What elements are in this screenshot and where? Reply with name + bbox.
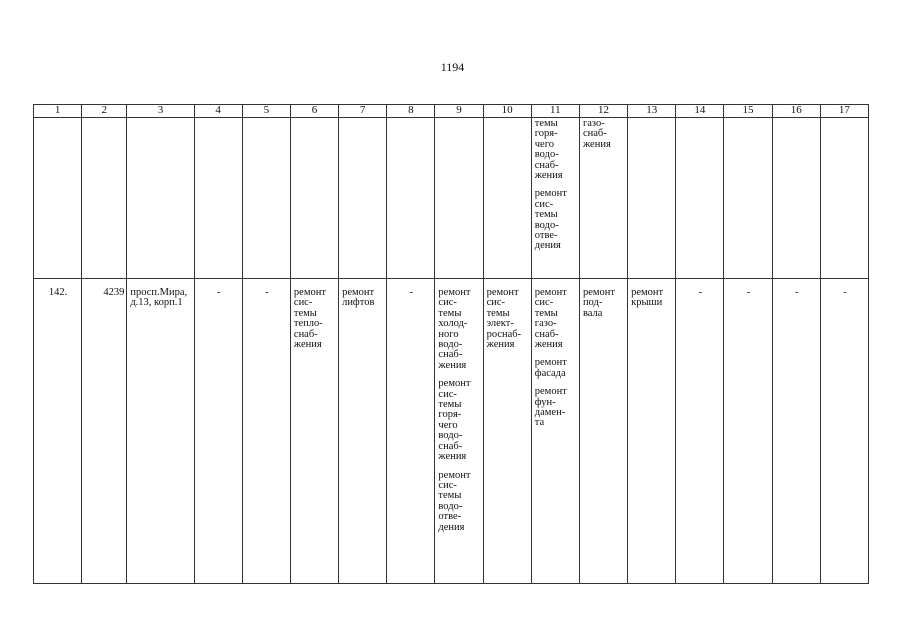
work-item bbox=[583, 288, 625, 319]
work-item-line: дения bbox=[534, 240, 561, 252]
work-list bbox=[484, 279, 531, 350]
work-item-line: темы bbox=[534, 209, 558, 221]
dash-value: - bbox=[794, 287, 799, 298]
table-cell bbox=[628, 279, 676, 584]
dash-value: - bbox=[843, 287, 847, 298]
column-header: 15 bbox=[724, 105, 772, 118]
table-cell bbox=[339, 118, 387, 279]
column-header: 16 bbox=[772, 105, 820, 118]
work-item-line: горя- bbox=[438, 409, 462, 421]
column-header: 9 bbox=[435, 105, 483, 118]
work-item-line: темы bbox=[293, 307, 317, 319]
work-item-line: крыши bbox=[631, 297, 663, 309]
work-item-line: снаб- bbox=[293, 328, 318, 340]
table-cell bbox=[676, 118, 724, 279]
column-header: 14 bbox=[676, 105, 724, 118]
row-number-cell bbox=[34, 279, 82, 584]
work-item-line: водо- bbox=[534, 149, 559, 161]
work-item-line: темы bbox=[486, 307, 510, 319]
column-header: 7 bbox=[339, 105, 387, 118]
work-list bbox=[291, 279, 338, 350]
column-header: 17 bbox=[820, 105, 868, 118]
text-line: д.13, корп.1 bbox=[130, 297, 183, 309]
dash-value: - bbox=[698, 287, 703, 298]
work-item-line: темы bbox=[534, 118, 558, 129]
work-item-line: жения bbox=[534, 339, 563, 351]
work-item-line: сис- bbox=[293, 297, 313, 309]
house-id: 4239 bbox=[103, 287, 125, 298]
work-item-line: ремонт bbox=[534, 357, 567, 369]
table-cell bbox=[483, 279, 531, 584]
work-item-line: горя- bbox=[534, 128, 558, 140]
work-list bbox=[532, 279, 579, 429]
dash-value: - bbox=[216, 287, 221, 298]
work-list bbox=[628, 279, 675, 309]
work-item-line: снаб- bbox=[582, 128, 607, 140]
dash-value: - bbox=[746, 287, 751, 298]
column-header: 1 bbox=[34, 105, 82, 118]
work-item-line: чего bbox=[438, 419, 458, 431]
work-item-line: сис- bbox=[534, 198, 554, 210]
work-item-line: водо- bbox=[438, 500, 463, 512]
address-cell bbox=[127, 279, 194, 584]
dash-value: - bbox=[409, 287, 414, 298]
work-item-line: элект- bbox=[486, 318, 514, 330]
work-list bbox=[580, 118, 627, 150]
work-item bbox=[535, 387, 577, 429]
work-item-line: сис- bbox=[438, 479, 457, 491]
work-item-line: ного bbox=[438, 328, 459, 340]
work-item-line: ремонт bbox=[438, 469, 471, 481]
work-item bbox=[535, 358, 577, 379]
work-item-line: ремонт bbox=[534, 386, 567, 398]
work-item-line: ремонт bbox=[631, 287, 664, 298]
work-item bbox=[583, 119, 625, 150]
column-header: 10 bbox=[483, 105, 531, 118]
work-item-line: тепло- bbox=[293, 318, 323, 330]
work-list bbox=[532, 118, 579, 252]
work-item bbox=[438, 379, 480, 462]
table-cell bbox=[387, 118, 435, 279]
work-item-line: водо- bbox=[438, 430, 463, 442]
table-cell bbox=[531, 279, 579, 584]
column-header: 6 bbox=[290, 105, 338, 118]
work-item-line: водо- bbox=[534, 219, 559, 231]
text-line: просп.Мира, bbox=[130, 287, 188, 298]
work-item bbox=[631, 288, 673, 309]
work-item-line: ремонт bbox=[534, 188, 567, 200]
work-item bbox=[438, 288, 480, 371]
house-id-cell bbox=[82, 279, 127, 584]
table-cell bbox=[339, 279, 387, 584]
work-item-line: лифтов bbox=[342, 297, 375, 309]
work-item-line: ремонт bbox=[438, 287, 471, 298]
table-cell bbox=[724, 279, 772, 584]
work-item bbox=[535, 119, 577, 181]
dash-value: - bbox=[265, 287, 269, 298]
table-cell bbox=[579, 279, 627, 584]
work-item-line: сис- bbox=[534, 297, 554, 309]
work-item-line: жения bbox=[438, 359, 467, 371]
work-item bbox=[294, 288, 336, 350]
work-item-line: темы bbox=[438, 399, 462, 411]
work-item-line: темы bbox=[438, 490, 462, 502]
work-item-line: снаб- bbox=[438, 440, 463, 452]
work-item bbox=[535, 189, 577, 251]
column-header: 11 bbox=[531, 105, 579, 118]
table-cell bbox=[628, 118, 676, 279]
work-item-line: жения bbox=[438, 451, 467, 463]
table-cell bbox=[820, 118, 868, 279]
work-item-line: жения bbox=[293, 339, 322, 351]
table-cell bbox=[579, 118, 627, 279]
table-cell bbox=[290, 279, 338, 584]
work-item-line: фун- bbox=[534, 396, 556, 408]
work-item bbox=[342, 288, 384, 309]
work-item-line: под- bbox=[582, 297, 603, 309]
work-item-line: водо- bbox=[438, 339, 463, 351]
work-list bbox=[580, 279, 627, 319]
table-cell bbox=[82, 118, 127, 279]
work-item-line: сис- bbox=[486, 297, 506, 309]
table-row-142 bbox=[34, 279, 869, 584]
work-item-line: темы bbox=[438, 307, 462, 319]
work-item-line: снаб- bbox=[438, 349, 463, 361]
table-cell bbox=[772, 279, 820, 584]
work-item-line: ремонт bbox=[342, 287, 375, 298]
page-number: 1194 bbox=[440, 60, 465, 74]
column-header: 8 bbox=[387, 105, 435, 118]
work-item-line: чего bbox=[534, 138, 555, 150]
work-item-line: жения bbox=[582, 138, 611, 150]
address bbox=[127, 279, 193, 309]
work-item-line: ремонт bbox=[534, 287, 567, 298]
column-header: 5 bbox=[242, 105, 290, 118]
work-item-line: ремонт bbox=[486, 287, 519, 298]
table-cell bbox=[724, 118, 772, 279]
work-item-line: вала bbox=[582, 307, 603, 319]
row-number: 142. bbox=[48, 287, 68, 298]
work-item-line: жения bbox=[486, 339, 515, 351]
work-item-line: темы bbox=[534, 307, 558, 319]
column-header: 13 bbox=[628, 105, 676, 118]
work-item-line: газо- bbox=[534, 318, 557, 330]
work-item-line: ремонт bbox=[293, 287, 326, 298]
table-cell bbox=[435, 279, 483, 584]
table-cell bbox=[483, 118, 531, 279]
table-cell bbox=[194, 279, 242, 584]
work-item-line: дения bbox=[438, 521, 465, 533]
table-cell bbox=[820, 279, 868, 584]
work-item-line: ремонт bbox=[438, 378, 471, 390]
column-header: 4 bbox=[194, 105, 242, 118]
work-item-line: холод- bbox=[438, 318, 468, 330]
work-item-line: снаб- bbox=[534, 159, 559, 171]
table-row-continuation bbox=[34, 118, 869, 279]
table-cell bbox=[242, 279, 290, 584]
work-item-line: роснаб- bbox=[486, 328, 522, 340]
work-item-line: газо- bbox=[582, 118, 605, 129]
column-header: 2 bbox=[82, 105, 127, 118]
table-cell bbox=[676, 279, 724, 584]
work-item-line: отве- bbox=[534, 230, 558, 242]
work-list bbox=[339, 279, 386, 309]
column-header: 12 bbox=[579, 105, 627, 118]
work-item-line: снаб- bbox=[534, 328, 559, 340]
table-cell bbox=[290, 118, 338, 279]
table-cell bbox=[772, 118, 820, 279]
work-item bbox=[535, 288, 577, 350]
table-cell bbox=[435, 118, 483, 279]
table-cell bbox=[387, 279, 435, 584]
table-cell bbox=[242, 118, 290, 279]
table-cell bbox=[34, 118, 82, 279]
repair-schedule-table bbox=[33, 104, 869, 584]
work-item-line: та bbox=[534, 417, 545, 429]
work-item bbox=[487, 288, 529, 350]
table-header-row bbox=[34, 105, 869, 118]
table-cell bbox=[194, 118, 242, 279]
work-item-line: сис- bbox=[438, 388, 457, 400]
work-item-line: отве- bbox=[438, 511, 462, 523]
column-header: 3 bbox=[127, 105, 194, 118]
work-item-line: ремонт bbox=[582, 287, 615, 298]
table-cell bbox=[127, 118, 194, 279]
work-item-line: жения bbox=[534, 170, 563, 182]
table-cell bbox=[531, 118, 579, 279]
work-item-line: дамен- bbox=[534, 407, 566, 419]
work-item bbox=[438, 471, 480, 533]
work-list bbox=[435, 279, 482, 533]
work-item-line: фасада bbox=[534, 367, 566, 379]
work-item-line: сис- bbox=[438, 297, 457, 309]
